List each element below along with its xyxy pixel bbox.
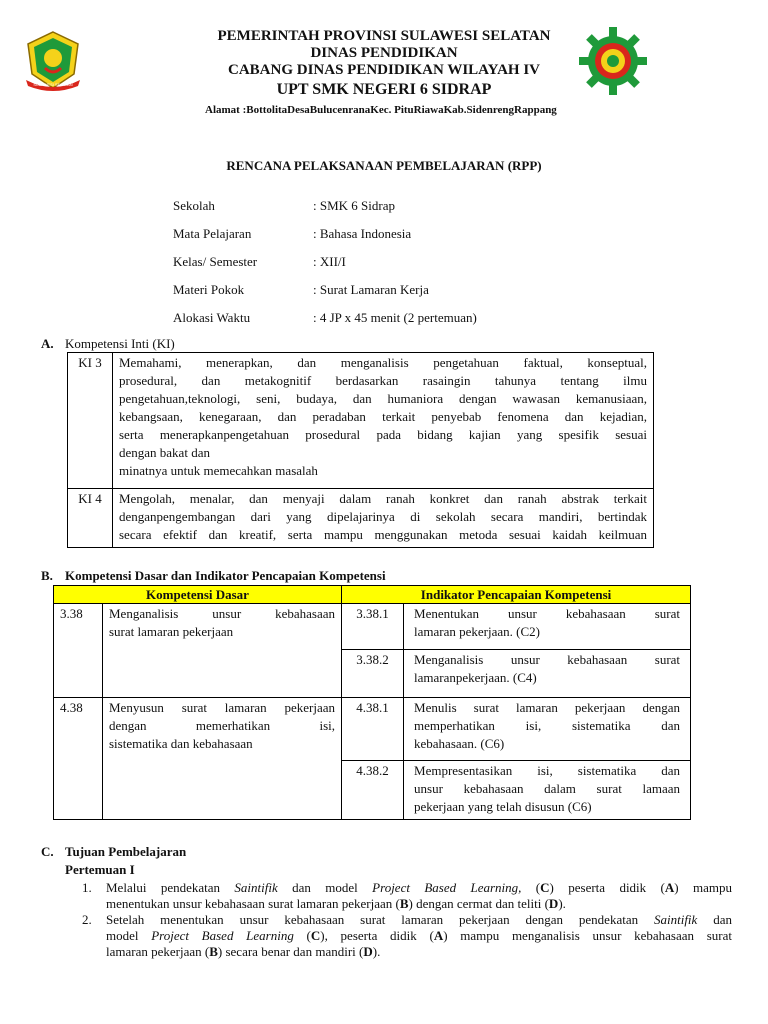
basic-competence-table xyxy=(53,585,691,820)
list-item: 2. Setelah menentukan unsur kebahasaan surat lamaran pekerjaan dengan pendekatan Saintifik dan model Project Based Learning (C), peserta didik (A) mampu menganalisis unsur kebahasaan surat lamaran pekerjaan (B) secara benar dan mandiri (D). xyxy=(82,912,732,959)
info-label-subject: Mata Pelajaran xyxy=(173,226,252,241)
header-basic-competence: Kompetensi Dasar xyxy=(54,586,342,604)
section-a-letter: A. xyxy=(41,336,54,351)
info-value-school: : SMK 6 Sidrap xyxy=(313,198,395,213)
info-value-topic: : Surat Lamaran Kerja xyxy=(313,282,429,297)
ki-code: KI 4 xyxy=(68,489,113,548)
table-row xyxy=(68,489,654,548)
header-indicators: Indikator Pencapaian Kompetensi xyxy=(342,586,691,604)
table-row xyxy=(54,604,691,650)
header-government: PEMERINTAH PROVINSI SULAWESI SELATAN xyxy=(217,28,551,44)
indicator-code: 4.38.2 xyxy=(342,761,404,820)
indicator-code: 3.38.2 xyxy=(342,650,404,698)
info-value-subject: : Bahasa Indonesia xyxy=(313,226,412,241)
header-branch: CABANG DINAS PENDIDIKAN WILAYAH IV xyxy=(227,62,540,78)
ki-description: Mengolah, menalar, dan menyaji dalam ranah konkret dan ranah abstrak terkait denganpengembangan dari yang dipelajarinya di sekolah secara mandiri, bertindak secara efektif dan kreatif, serta mampu menggunakan metoda sesuai kaidah keilmuan xyxy=(113,489,654,548)
kd-description: Menganalisis unsur kebahasaan surat lamaran pekerjaan xyxy=(103,604,342,698)
indicator-description: Menentukan unsur kebahasaan surat lamaran pekerjaan. (C2) xyxy=(404,604,691,650)
indicator-description: Mempresentasikan isi, sistematika dan unsur kebahasaan dalam surat lamaan pekerjaan yang telah disusun (C6) xyxy=(404,761,691,820)
info-label-school: Sekolah xyxy=(173,198,215,213)
section-b-title: Kompetensi Dasar dan Indikator Pencapaian Kompetensi xyxy=(65,568,386,583)
info-value-class: : XII/I xyxy=(313,254,346,269)
kd-description: Menyusun surat lamaran pekerjaan dengan memerhatikan isi, sistematika dan kebahasaan xyxy=(103,698,342,820)
header-department: DINAS PENDIDIKAN xyxy=(310,45,458,61)
ki-code: KI 3 xyxy=(68,353,113,489)
indicator-code: 3.38.1 xyxy=(342,604,404,650)
indicator-description: Menganalisis unsur kebahasaan surat lamaranpekerjaan. (C4) xyxy=(404,650,691,698)
info-label-time: Alokasi Waktu xyxy=(173,310,251,325)
kd-code: 3.38 xyxy=(54,604,103,698)
header-address: Alamat :BottolitaDesaBulucenranaKec. PituRiawaKab.SidenrengRappang xyxy=(205,104,557,116)
section-c-letter: C. xyxy=(41,844,54,859)
kd-code: 4.38 xyxy=(54,698,103,820)
document-title: RENCANA PELAKSANAAN PEMBELAJARAN (RPP) xyxy=(226,158,542,173)
indicator-description: Menulis surat lamaran pekerjaan dengan memperhatikan isi, sistematika dan kebahasaan. (C6) xyxy=(404,698,691,761)
list-item: 1. Melalui pendekatan Saintifik dan model Project Based Learning, (C) peserta didik (A) mampu menentukan unsur kebahasaan surat lamaran pekerjaan (B) dengan cermat dan teliti (D). xyxy=(82,880,732,911)
section-a-title: Kompetensi Inti (KI) xyxy=(65,336,175,351)
info-label-class: Kelas/ Semester xyxy=(173,254,258,269)
section-c-subtitle: Pertemuan I xyxy=(65,862,135,877)
core-competence-table xyxy=(67,352,654,548)
info-label-topic: Materi Pokok xyxy=(173,282,245,297)
table-row xyxy=(54,698,691,761)
info-value-time: : 4 JP x 45 menit (2 pertemuan) xyxy=(313,310,477,325)
section-c-title: Tujuan Pembelajaran xyxy=(65,844,187,859)
table-header-row xyxy=(54,586,691,604)
section-b-letter: B. xyxy=(41,568,53,583)
indicator-code: 4.38.1 xyxy=(342,698,404,761)
ki-description: Memahami, menerapkan, dan menganalisis pengetahuan faktual, konseptual, prosedural, dan metakognitif berdasarkan rasaingin tahunya tentang ilmu pengetahuan,teknologi, seni, budaya, dan humaniora dengan wawasan kemanusiaan, kebangsaan, kenegaraan, dan peradaban terkait penyebab fenomena dan kejadian, serta menerapkanpengetahuan prosedural pada bidang kajian yang spesifik sesuai dengan bakat dan minatnya untuk memecahkan masalah xyxy=(113,353,654,489)
emblem-ribbon-text: SULAWESI SELATAN xyxy=(33,82,73,87)
learning-objectives-list xyxy=(62,880,732,960)
header-school-name: UPT SMK NEGERI 6 SIDRAP xyxy=(276,81,492,98)
table-row xyxy=(68,353,654,489)
